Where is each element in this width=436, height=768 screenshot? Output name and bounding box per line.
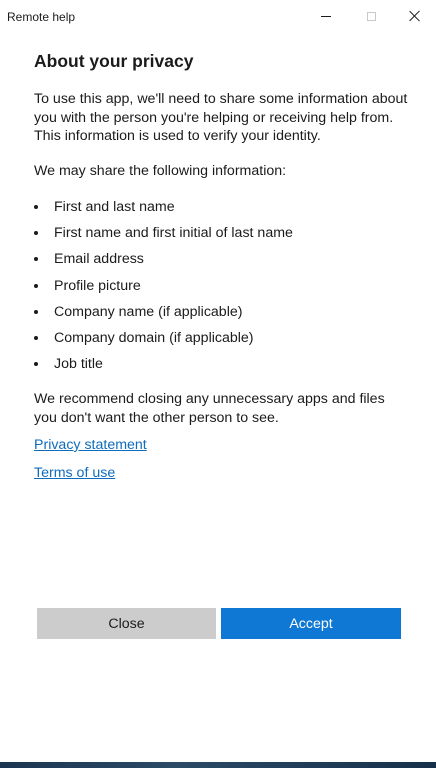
list-item-label: First and last name xyxy=(54,199,175,215)
close-button[interactable]: Close xyxy=(37,608,216,639)
minimize-button[interactable] xyxy=(303,0,349,32)
list-item-label: Company name (if applicable) xyxy=(54,303,243,320)
page-title: About your privacy xyxy=(34,51,194,71)
accept-button[interactable]: Accept xyxy=(221,608,401,639)
desktop-background-strip xyxy=(0,762,436,768)
intro-text: To use this app, we'll need to share some information about you with the person you're helping or receiving help from. This information is used to verify your identity. xyxy=(34,91,408,144)
minimize-icon xyxy=(321,16,331,17)
bullet-icon xyxy=(34,284,38,288)
list-item xyxy=(34,328,293,354)
privacy-statement-link[interactable]: Privacy statement xyxy=(34,437,147,453)
maximize-icon xyxy=(367,12,376,21)
list-item xyxy=(34,249,293,275)
list-item xyxy=(34,276,293,302)
recommendation-text: We recommend closing any unnecessary apps and files you don't want the other person to see. xyxy=(34,391,385,426)
bullet-icon xyxy=(34,257,38,261)
bullet-icon xyxy=(34,205,38,209)
shared-info-list xyxy=(34,197,293,380)
bullet-icon xyxy=(34,362,38,366)
bullet-icon xyxy=(34,336,38,340)
list-item xyxy=(34,223,293,249)
close-icon xyxy=(409,10,421,22)
window-close-button[interactable] xyxy=(392,0,436,32)
terms-of-use-link[interactable]: Terms of use xyxy=(34,465,116,481)
list-item-label: Job title xyxy=(54,356,103,373)
list-item-label: First name and first initial of last name xyxy=(54,225,293,242)
list-item xyxy=(34,302,293,328)
list-item xyxy=(34,354,293,380)
bullet-icon xyxy=(34,310,38,314)
list-item xyxy=(34,197,293,223)
bullet-icon xyxy=(34,231,38,235)
app-title: Remote help xyxy=(7,10,76,24)
list-item-label: Profile picture xyxy=(54,277,141,294)
maximize-button xyxy=(348,0,394,32)
list-item-label: Email address xyxy=(54,251,144,268)
list-item-label: Company domain (if applicable) xyxy=(54,329,254,346)
title-bar[interactable] xyxy=(0,0,436,32)
share-intro-text: We may share the following information: xyxy=(34,163,287,179)
